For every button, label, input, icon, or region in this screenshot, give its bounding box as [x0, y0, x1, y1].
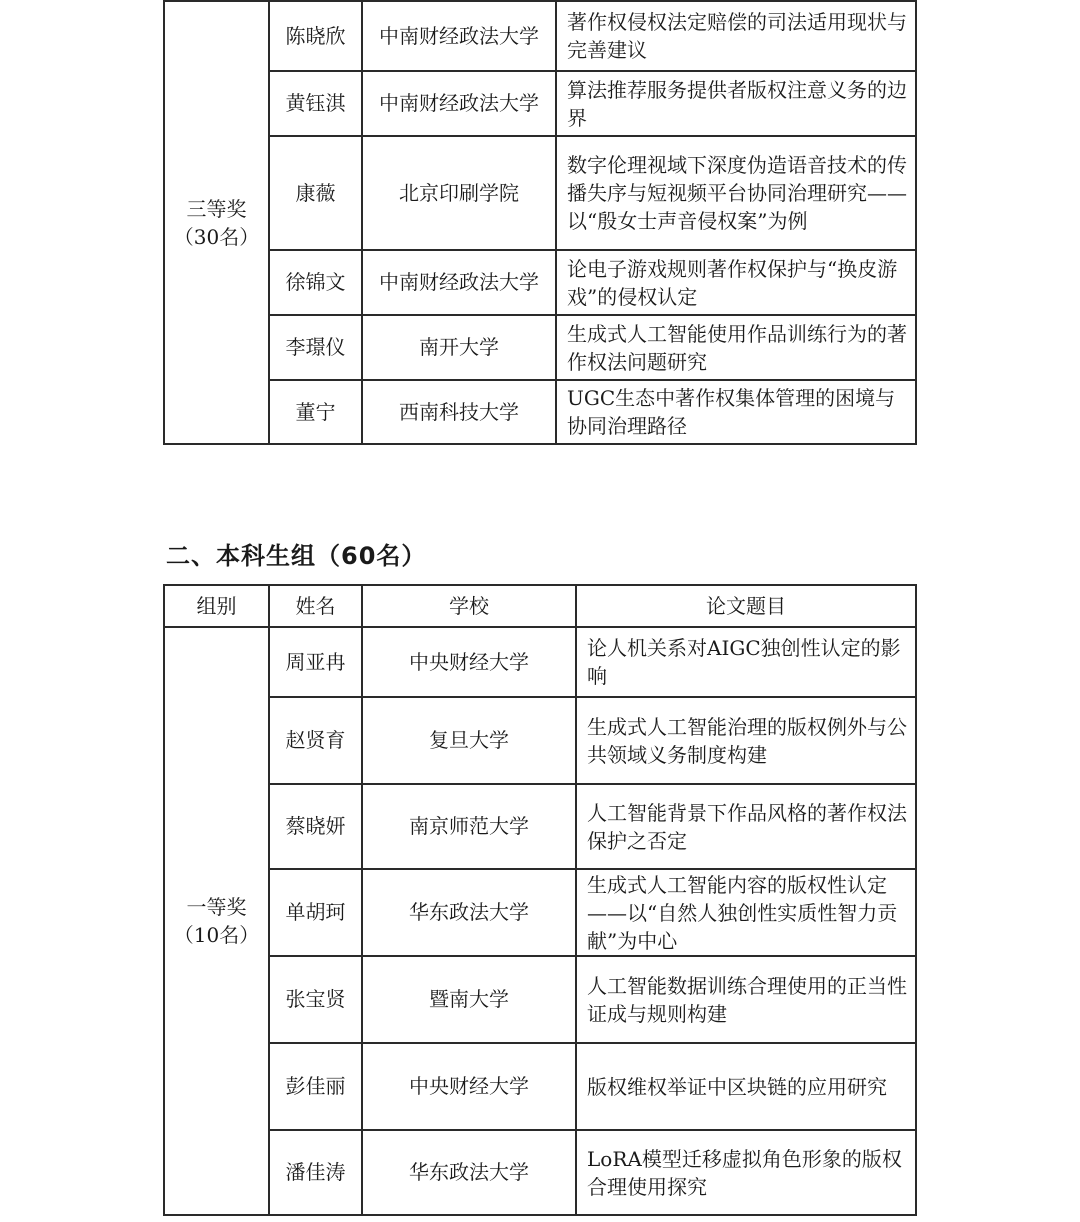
award-group-count: （30名）: [173, 224, 260, 249]
paper-title-cell: LoRA模型迁移虚拟角色形象的版权合理使用探究: [576, 1130, 916, 1215]
award-table-third-prize: [163, 0, 917, 445]
header-title: 论文题目: [576, 585, 916, 627]
school-cell: 中南财经政法大学: [362, 250, 556, 315]
name-cell: 董宁: [269, 380, 362, 444]
name-cell: 徐锦文: [269, 250, 362, 315]
header-name: 姓名: [269, 585, 362, 627]
paper-title-cell: 生成式人工智能使用作品训练行为的著作权法问题研究: [556, 315, 916, 380]
table-row: [164, 1130, 916, 1215]
name-cell: 李璟仪: [269, 315, 362, 380]
name-cell: 张宝贤: [269, 956, 362, 1043]
table-row: [164, 956, 916, 1043]
paper-title-cell: 人工智能数据训练合理使用的正当性证成与规则构建: [576, 956, 916, 1043]
award-group-cell: [164, 627, 269, 1215]
award-group-label: 三等奖: [186, 196, 247, 221]
school-cell: 中央财经大学: [362, 627, 576, 697]
table-row: [164, 380, 916, 444]
table-row: [164, 250, 916, 315]
name-cell: 单胡珂: [269, 869, 362, 956]
school-cell: 中央财经大学: [362, 1043, 576, 1130]
school-cell: 华东政法大学: [362, 869, 576, 956]
table-row: [164, 71, 916, 136]
name-cell: 陈晓欣: [269, 1, 362, 71]
school-cell: 南京师范大学: [362, 784, 576, 869]
school-cell: 中南财经政法大学: [362, 71, 556, 136]
table-row: [164, 1043, 916, 1130]
paper-title-cell: 生成式人工智能内容的版权性认定——以“自然人独创性实质性智力贡献”为中心: [576, 869, 916, 956]
award-table-first-prize: [163, 584, 917, 1216]
paper-title-cell: 著作权侵权法定赔偿的司法适用现状与完善建议: [556, 1, 916, 71]
table-row: [164, 627, 916, 697]
table-row: [164, 315, 916, 380]
paper-title-cell: UGC生态中著作权集体管理的困境与协同治理路径: [556, 380, 916, 444]
award-group-count: （10名）: [173, 923, 260, 947]
table-row: [164, 869, 916, 956]
table-row: [164, 136, 916, 250]
paper-title-cell: 算法推荐服务提供者版权注意义务的边界: [556, 71, 916, 136]
name-cell: 潘佳涛: [269, 1130, 362, 1215]
school-cell: 北京印刷学院: [362, 136, 556, 250]
paper-title-cell: 论电子游戏规则著作权保护与“换皮游戏”的侵权认定: [556, 250, 916, 315]
table-row: [164, 784, 916, 869]
section-heading: 二、本科生组（60名）: [166, 542, 427, 570]
school-cell: 西南科技大学: [362, 380, 556, 444]
name-cell: 蔡晓妍: [269, 784, 362, 869]
name-cell: 黄钰淇: [269, 71, 362, 136]
header-group: 组别: [164, 585, 269, 627]
paper-title-cell: 人工智能背景下作品风格的著作权法保护之否定: [576, 784, 916, 869]
name-cell: 彭佳丽: [269, 1043, 362, 1130]
award-group-cell: [164, 1, 269, 444]
table-row: [164, 1, 916, 71]
paper-title-cell: 版权维权举证中区块链的应用研究: [576, 1043, 916, 1130]
paper-title-cell: 生成式人工智能治理的版权例外与公共领域义务制度构建: [576, 697, 916, 784]
name-cell: 赵贤育: [269, 697, 362, 784]
school-cell: 暨南大学: [362, 956, 576, 1043]
award-group-label: 一等奖: [186, 895, 247, 919]
school-cell: 中南财经政法大学: [362, 1, 556, 71]
school-cell: 复旦大学: [362, 697, 576, 784]
table-header-row: [164, 585, 916, 627]
paper-title-cell: 数字伦理视域下深度伪造语音技术的传播失序与短视频平台协同治理研究——以“殷女士声音侵权案”为例: [556, 136, 916, 250]
school-cell: 华东政法大学: [362, 1130, 576, 1215]
table-row: [164, 697, 916, 784]
paper-title-cell: 论人机关系对AIGC独创性认定的影响: [576, 627, 916, 697]
name-cell: 康薇: [269, 136, 362, 250]
header-school: 学校: [362, 585, 576, 627]
name-cell: 周亚冉: [269, 627, 362, 697]
school-cell: 南开大学: [362, 315, 556, 380]
